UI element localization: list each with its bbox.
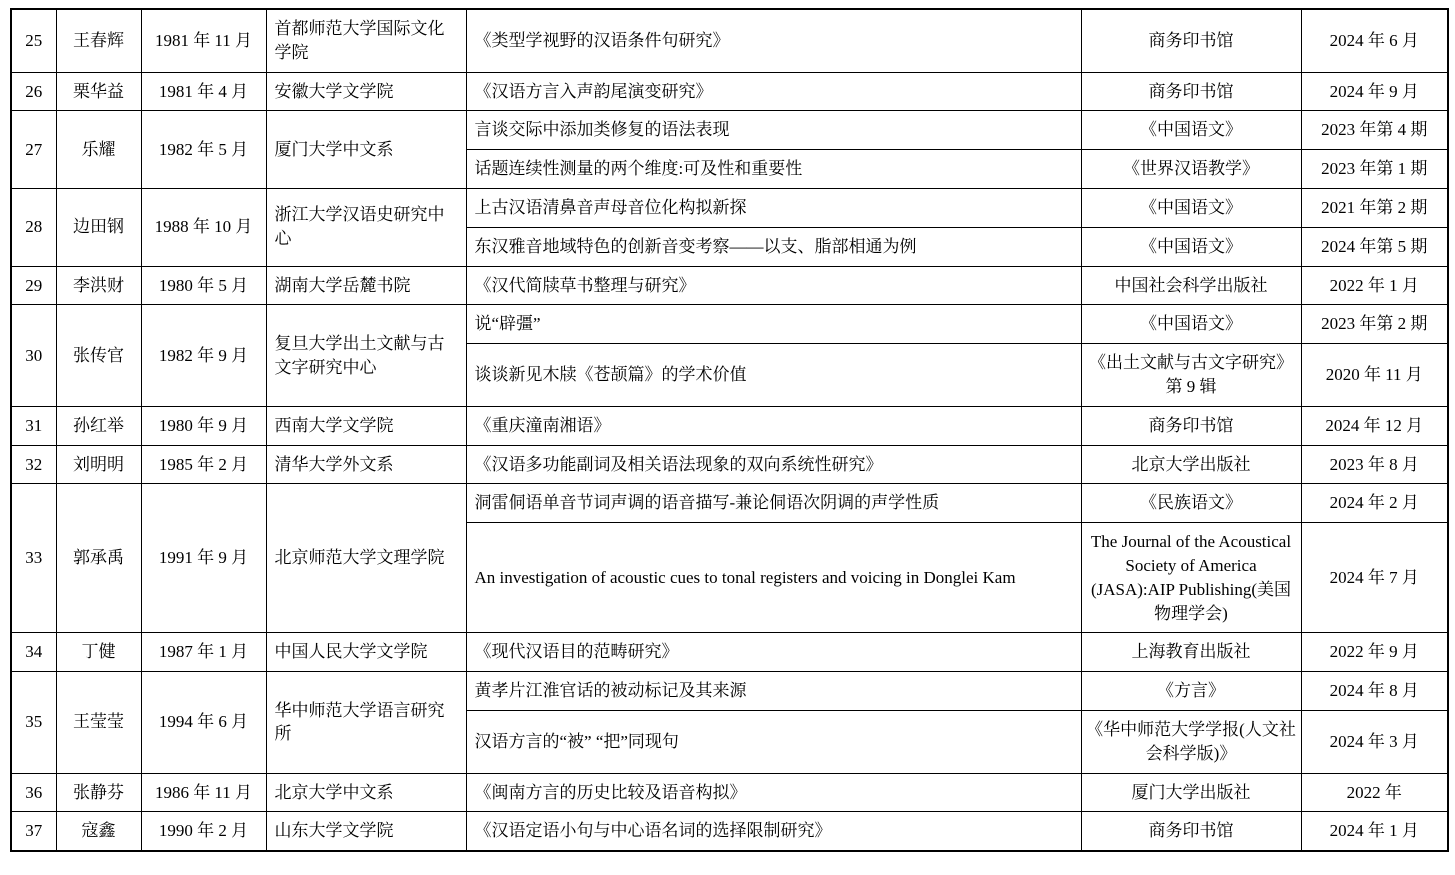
institution-cell: 中国人民大学文学院 (266, 633, 466, 672)
venue-cell: 中国社会科学出版社 (1081, 266, 1301, 305)
pub-date-cell: 2024 年 3 月 (1301, 710, 1448, 773)
venue-cell: 《世界汉语教学》 (1081, 150, 1301, 189)
row-number-cell: 25 (11, 9, 56, 72)
institution-cell: 北京师范大学文理学院 (266, 484, 466, 633)
pub-date-cell: 2020 年 11 月 (1301, 344, 1448, 407)
birth-date-cell: 1982 年 5 月 (141, 111, 266, 189)
birth-date-cell: 1986 年 11 月 (141, 773, 266, 812)
pub-date-cell: 2024 年 7 月 (1301, 523, 1448, 633)
publication-title-cell: 《汉代简牍草书整理与研究》 (466, 266, 1081, 305)
venue-cell: 《中国语文》 (1081, 111, 1301, 150)
venue-cell: 商务印书馆 (1081, 406, 1301, 445)
venue-cell: 商务印书馆 (1081, 9, 1301, 72)
name-cell: 边田钢 (56, 188, 141, 266)
pub-date-cell: 2023 年第 4 期 (1301, 111, 1448, 150)
table-row (11, 445, 1448, 484)
table-row (11, 406, 1448, 445)
row-number-cell: 32 (11, 445, 56, 484)
publication-title-cell: 东汉雅音地域特色的创新音变考察——以支、脂部相通为例 (466, 227, 1081, 266)
name-cell: 刘明明 (56, 445, 141, 484)
birth-date-cell: 1987 年 1 月 (141, 633, 266, 672)
name-cell: 乐耀 (56, 111, 141, 189)
publication-title-cell: 汉语方言的“被” “把”同现句 (466, 710, 1081, 773)
venue-cell: 厦门大学出版社 (1081, 773, 1301, 812)
venue-cell: 商务印书馆 (1081, 72, 1301, 111)
birth-date-cell: 1982 年 9 月 (141, 305, 266, 406)
table-row (11, 72, 1448, 111)
pub-date-cell: 2024 年 6 月 (1301, 9, 1448, 72)
publication-title-cell: 洞雷侗语单音节词声调的语音描写-兼论侗语次阴调的声学性质 (466, 484, 1081, 523)
row-number-cell: 27 (11, 111, 56, 189)
table-row (11, 633, 1448, 672)
pub-date-cell: 2024 年 12 月 (1301, 406, 1448, 445)
institution-cell: 北京大学中文系 (266, 773, 466, 812)
birth-date-cell: 1981 年 11 月 (141, 9, 266, 72)
publication-title-cell: 说“辟彊” (466, 305, 1081, 344)
row-number-cell: 37 (11, 812, 56, 851)
pub-date-cell: 2023 年第 2 期 (1301, 305, 1448, 344)
name-cell: 寇鑫 (56, 812, 141, 851)
row-number-cell: 28 (11, 188, 56, 266)
publication-title-cell: 言谈交际中添加类修复的语法表现 (466, 111, 1081, 150)
pub-date-cell: 2024 年 2 月 (1301, 484, 1448, 523)
row-number-cell: 30 (11, 305, 56, 406)
publication-title-cell: An investigation of acoustic cues to tonal registers and voicing in Donglei Kam (466, 523, 1081, 633)
institution-cell: 清华大学外文系 (266, 445, 466, 484)
birth-date-cell: 1994 年 6 月 (141, 672, 266, 773)
name-cell: 李洪财 (56, 266, 141, 305)
publication-title-cell: 《闽南方言的历史比较及语音构拟》 (466, 773, 1081, 812)
pub-date-cell: 2023 年第 1 期 (1301, 150, 1448, 189)
name-cell: 张传官 (56, 305, 141, 406)
pub-date-cell: 2024 年 8 月 (1301, 672, 1448, 711)
institution-cell: 华中师范大学语言研究所 (266, 672, 466, 773)
pub-date-cell: 2024 年第 5 期 (1301, 227, 1448, 266)
pub-date-cell: 2023 年 8 月 (1301, 445, 1448, 484)
venue-cell: 北京大学出版社 (1081, 445, 1301, 484)
institution-cell: 西南大学文学院 (266, 406, 466, 445)
venue-cell: 《中国语文》 (1081, 227, 1301, 266)
pub-date-cell: 2024 年 1 月 (1301, 812, 1448, 851)
venue-cell: 商务印书馆 (1081, 812, 1301, 851)
publication-title-cell: 《类型学视野的汉语条件句研究》 (466, 9, 1081, 72)
venue-cell: 《中国语文》 (1081, 305, 1301, 344)
birth-date-cell: 1980 年 5 月 (141, 266, 266, 305)
venue-cell: The Journal of the Acoustical Society of America (JASA):AIP Publishing(美国物理学会) (1081, 523, 1301, 633)
name-cell: 孙红举 (56, 406, 141, 445)
table-row (11, 812, 1448, 851)
publication-title-cell: 《现代汉语目的范畴研究》 (466, 633, 1081, 672)
birth-date-cell: 1980 年 9 月 (141, 406, 266, 445)
institution-cell: 浙江大学汉语史研究中心 (266, 188, 466, 266)
table-row (11, 484, 1448, 523)
name-cell: 丁健 (56, 633, 141, 672)
table-row (11, 672, 1448, 711)
institution-cell: 首都师范大学国际文化学院 (266, 9, 466, 72)
pub-date-cell: 2024 年 9 月 (1301, 72, 1448, 111)
institution-cell: 厦门大学中文系 (266, 111, 466, 189)
pub-date-cell: 2022 年 (1301, 773, 1448, 812)
table-row (11, 9, 1448, 72)
row-number-cell: 26 (11, 72, 56, 111)
publication-title-cell: 《重庆潼南湘语》 (466, 406, 1081, 445)
pub-date-cell: 2022 年 1 月 (1301, 266, 1448, 305)
name-cell: 王莹莹 (56, 672, 141, 773)
institution-cell: 安徽大学文学院 (266, 72, 466, 111)
birth-date-cell: 1985 年 2 月 (141, 445, 266, 484)
birth-date-cell: 1991 年 9 月 (141, 484, 266, 633)
birth-date-cell: 1981 年 4 月 (141, 72, 266, 111)
table-row (11, 266, 1448, 305)
row-number-cell: 31 (11, 406, 56, 445)
name-cell: 张静芬 (56, 773, 141, 812)
publication-title-cell: 谈谈新见木牍《苍颉篇》的学术价值 (466, 344, 1081, 407)
pub-date-cell: 2022 年 9 月 (1301, 633, 1448, 672)
birth-date-cell: 1990 年 2 月 (141, 812, 266, 851)
row-number-cell: 29 (11, 266, 56, 305)
venue-cell: 上海教育出版社 (1081, 633, 1301, 672)
name-cell: 栗华益 (56, 72, 141, 111)
table-row (11, 111, 1448, 150)
birth-date-cell: 1988 年 10 月 (141, 188, 266, 266)
publication-title-cell: 《汉语多功能副词及相关语法现象的双向系统性研究》 (466, 445, 1081, 484)
publication-title-cell: 上古汉语清鼻音声母音位化构拟新探 (466, 188, 1081, 227)
publication-title-cell: 话题连续性测量的两个维度:可及性和重要性 (466, 150, 1081, 189)
row-number-cell: 36 (11, 773, 56, 812)
venue-cell: 《方言》 (1081, 672, 1301, 711)
table-row (11, 188, 1448, 227)
table-row (11, 773, 1448, 812)
row-number-cell: 34 (11, 633, 56, 672)
row-number-cell: 35 (11, 672, 56, 773)
publication-title-cell: 《汉语定语小句与中心语名词的选择限制研究》 (466, 812, 1081, 851)
name-cell: 王春辉 (56, 9, 141, 72)
institution-cell: 复旦大学出土文献与古文字研究中心 (266, 305, 466, 406)
row-number-cell: 33 (11, 484, 56, 633)
institution-cell: 湖南大学岳麓书院 (266, 266, 466, 305)
pub-date-cell: 2021 年第 2 期 (1301, 188, 1448, 227)
name-cell: 郭承禹 (56, 484, 141, 633)
venue-cell: 《中国语文》 (1081, 188, 1301, 227)
institution-cell: 山东大学文学院 (266, 812, 466, 851)
venue-cell: 《出土文献与古文字研究》第 9 辑 (1081, 344, 1301, 407)
publication-title-cell: 黄孝片江淮官话的被动标记及其来源 (466, 672, 1081, 711)
table-body (11, 9, 1448, 851)
venue-cell: 《民族语文》 (1081, 484, 1301, 523)
publication-title-cell: 《汉语方言入声韵尾演变研究》 (466, 72, 1081, 111)
table-row (11, 305, 1448, 344)
publications-table (10, 8, 1449, 852)
venue-cell: 《华中师范大学学报(人文社会科学版)》 (1081, 710, 1301, 773)
